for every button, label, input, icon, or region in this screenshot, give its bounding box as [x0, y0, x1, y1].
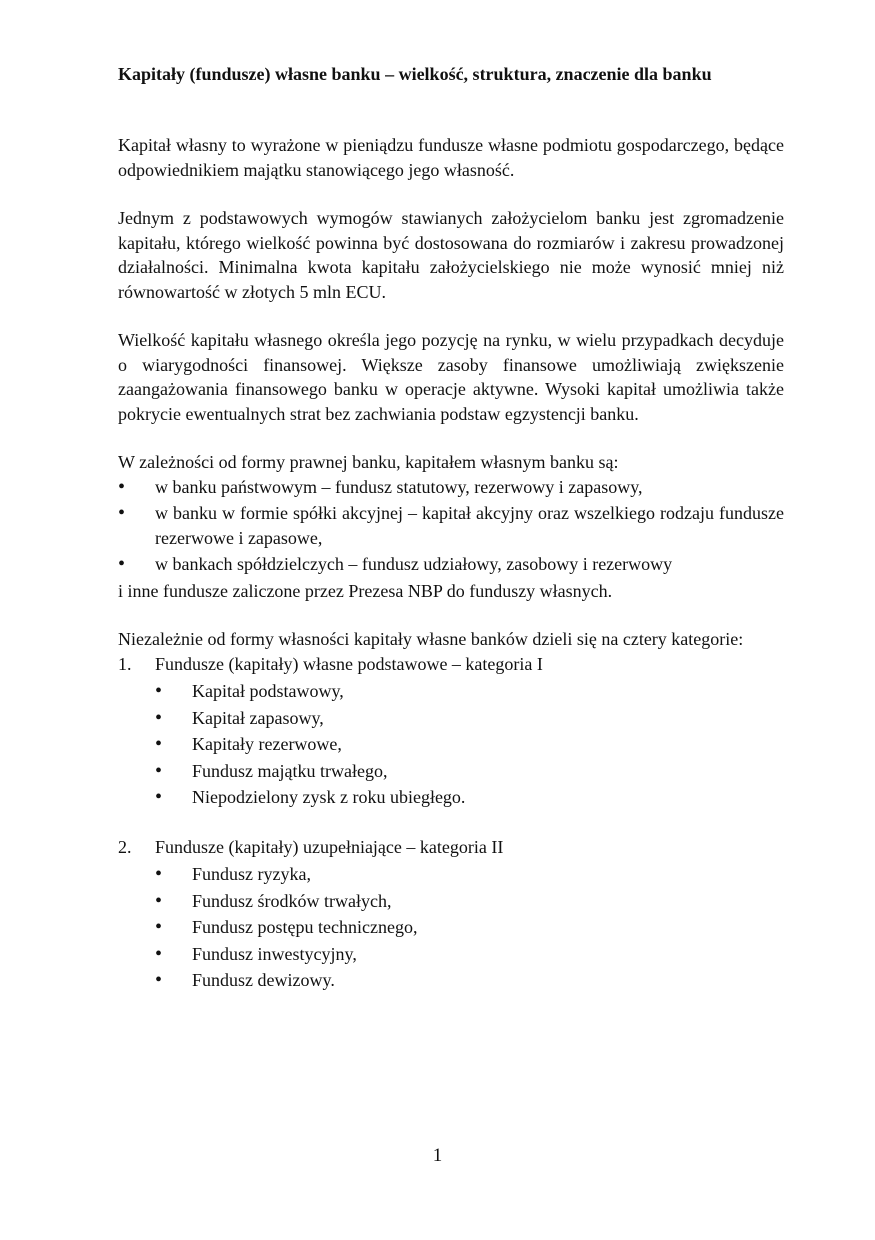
category-number: 1. — [118, 653, 132, 674]
category-1 — [118, 652, 784, 811]
document-title: Kapitały (fundusze) własne banku – wielkość, struktura, znaczenie dla banku — [118, 64, 712, 84]
categories-intro: Niezależnie od formy własności kapitały własne banków dzieli się na cztery kategorie: — [118, 629, 744, 649]
list-item: • Fundusz inwestycyjny, — [155, 941, 784, 968]
list-item: • Fundusz postępu technicznego, — [155, 914, 784, 941]
list-item: • w banku państwowym – fundusz statutowy, rezerwowy i zapasowy, — [118, 475, 784, 500]
category-heading: Fundusze (kapitały) uzupełniające – kategoria II — [155, 836, 504, 857]
list-item: • Kapitały rezerwowe, — [155, 731, 784, 758]
paragraph-significance: Wielkość kapitału własnego określa jego pozycję na rynku, w wielu przypadkach decyduje o wiarygodności finansowej. Większe zasoby finansowe umożliwiają zwiększenie zaangażowania finansowego banku w operacje aktywne. Wysoki kapitał umożliwia także pokrycie ewentualnych strat bez zachwiania podstaw egzystencji banku. — [118, 330, 784, 424]
category-2 — [118, 835, 784, 994]
list-item: • w banku w formie spółki akcyjnej – kapitał akcyjny oraz wszelkiego rodzaju fundusze rezerwowe i zapasowe, — [118, 501, 784, 550]
paragraph-requirements: Jednym z podstawowych wymogów stawianych założycielom banku jest zgromadzenie kapitału, którego wielkość powinna być dostosowana do rozmiarów i zakresu prowadzonej działalności. Minimalna kwota kapitału założycielskiego nie może wynosić mniej niż równowartość w złotych 5 mln ECU. — [118, 208, 784, 302]
paragraph-definition: Kapitał własny to wyrażone w pieniądzu fundusze własne podmiotu gospodarczego, będące odpowiednikiem majątku stanowiącego jego własność. — [118, 135, 784, 180]
categories-list — [118, 652, 784, 994]
list-item: • Kapitał podstawowy, — [155, 678, 784, 705]
list-item: • Kapitał zapasowy, — [155, 705, 784, 732]
category-heading: Fundusze (kapitały) własne podstawowe – kategoria I — [155, 653, 543, 674]
list-item: • w bankach spółdzielczych – fundusz udziałowy, zasobowy i rezerwowy — [118, 552, 784, 577]
list-item: • Niepodzielony zysk z roku ubiegłego. — [155, 784, 784, 811]
list-item: • Fundusz ryzyka, — [155, 861, 784, 888]
category-items — [155, 678, 784, 811]
category-items — [155, 861, 784, 994]
document-body — [118, 62, 784, 994]
forms-tail: i inne fundusze zaliczone przez Prezesa NBP do funduszy własnych. — [118, 580, 613, 601]
forms-list — [118, 475, 784, 577]
forms-intro: W zależności od formy prawnej banku, kapitałem własnym banku są: — [118, 452, 619, 472]
list-item: • Fundusz środków trwałych, — [155, 888, 784, 915]
page-number: 1 — [432, 1145, 443, 1166]
category-number: 2. — [118, 836, 132, 857]
list-item: • Fundusz dewizowy. — [155, 967, 784, 994]
list-item: • Fundusz majątku trwałego, — [155, 758, 784, 785]
